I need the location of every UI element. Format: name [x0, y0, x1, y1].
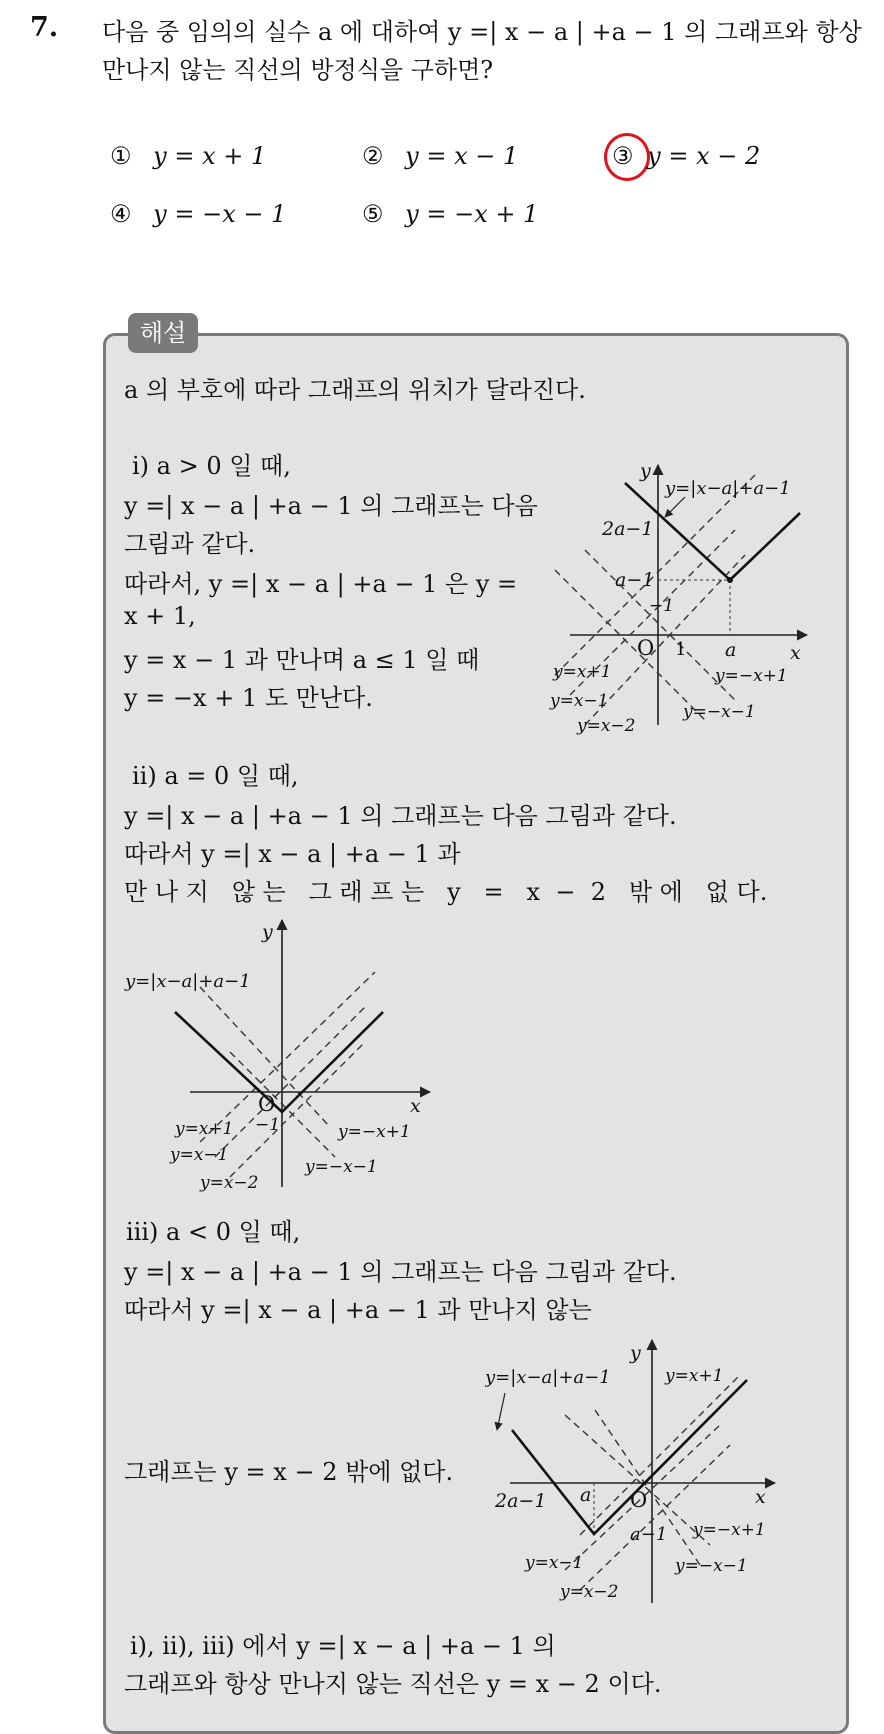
label-y-x-plus-1: y=x+1 — [665, 1366, 724, 1386]
label-y-x-minus-2: y=x−2 — [577, 716, 636, 736]
case1-line-3: 따라서, y =| x − a | +a − 1 은 y = — [124, 570, 518, 598]
case2-line-3: 만 나 지 않 는 그 래 프 는 y = x − 2 밖 에 없 다. — [124, 878, 768, 906]
tick-vertex: a−1 — [630, 1524, 668, 1545]
case1-line-1: y =| x − a | +a − 1 의 그래프는 다음 — [124, 492, 538, 520]
label-y-x-minus-2: y=x−2 — [560, 1582, 619, 1602]
label-y-x-minus-1: y=x−1 — [550, 691, 609, 711]
label-y-neg-x-plus-1: y=−x+1 — [693, 1520, 766, 1540]
choice-2-equation: y = x − 1 — [405, 142, 519, 170]
origin-label: O — [637, 636, 655, 660]
curve-label: y=|x−a|+a−1 — [485, 1367, 611, 1388]
choice-1[interactable] — [110, 142, 266, 170]
label-y-x-minus-1: y=x−1 — [170, 1145, 229, 1165]
y-axis-label: y — [640, 460, 651, 482]
origin-label: O — [258, 1092, 276, 1116]
conclusion-line-1: ⅰ), ⅱ), ⅲ) 에서 y =| x − a | +a − 1 의 — [130, 1632, 556, 1660]
curve-label-arrow — [665, 497, 685, 517]
curve-label-arrow — [497, 1393, 505, 1430]
x-axis-label: x — [410, 1095, 421, 1117]
curve-label: y=|x−a|+a−1 — [125, 971, 251, 992]
choice-4-equation: y = −x − 1 — [153, 200, 287, 228]
label-y-neg-x-minus-1: y=−x−1 — [305, 1157, 378, 1177]
line-y-x-plus-1 — [580, 1375, 740, 1535]
curve-abs — [175, 1012, 383, 1112]
choice-3[interactable] — [612, 142, 760, 170]
label-y-x-plus-1: y=x+1 — [175, 1119, 234, 1139]
tick-2a-1: 2a−1 — [495, 1490, 547, 1512]
case1-heading: ⅰ) a > 0 일 때, — [132, 452, 291, 480]
graph-case1 — [545, 455, 830, 740]
case1-line-6: y = −x + 1 도 만난다. — [124, 684, 373, 712]
choice-2-mark: ② — [362, 142, 384, 170]
label-y-neg-x-plus-1: y=−x+1 — [715, 666, 788, 686]
y-axis-label: y — [262, 921, 273, 943]
question-line-2: 만나지 않는 직선의 방정식을 구하면? — [102, 56, 494, 84]
label-y-neg-x-minus-1: y=−x−1 — [683, 702, 756, 722]
choice-5-mark: ⑤ — [362, 200, 384, 228]
tick-2a-1: 2a−1 — [602, 518, 654, 540]
choice-5[interactable] — [362, 200, 538, 228]
case2-line-2: 따라서 y =| x − a | +a − 1 과 — [124, 840, 461, 868]
label-y-x-minus-1: y=x−1 — [525, 1553, 584, 1573]
label-y-neg-x-plus-1: y=−x+1 — [338, 1122, 411, 1142]
choice-4-mark: ④ — [110, 200, 132, 228]
y-axis-label: y — [630, 1342, 641, 1364]
choice-5-equation: y = −x + 1 — [405, 200, 539, 228]
question-line-1: 다음 중 임의의 실수 a 에 대하여 y =| x − a | +a − 1 의 그래프와 항상 — [102, 18, 862, 46]
graph-case2 — [120, 912, 450, 1202]
choice-1-mark: ① — [110, 142, 132, 170]
conclusion-line-2: 그래프와 항상 만나지 않는 직선은 y = x − 2 이다. — [124, 1670, 662, 1698]
x-axis-label: x — [755, 1486, 766, 1508]
label-y-x-minus-2: y=x−2 — [200, 1173, 259, 1193]
choice-3-mark: ③ — [612, 142, 634, 170]
label-y-x-plus-1: y=x+1 — [553, 662, 612, 682]
case2-heading: ⅱ) a = 0 일 때, — [132, 762, 299, 790]
x-axis-label: x — [790, 642, 801, 664]
solution-tag: 해설 — [128, 313, 198, 353]
case2-line-1: y =| x − a | +a − 1 의 그래프는 다음 그림과 같다. — [124, 802, 677, 830]
solution-intro: a 의 부호에 따라 그래프의 위치가 달라진다. — [124, 376, 586, 404]
tick-a: a — [725, 639, 737, 661]
vertex-point — [727, 577, 733, 583]
case3-heading: ⅲ) a < 0 일 때, — [126, 1218, 301, 1246]
case1-line-5: y = x − 1 과 만나며 a ≤ 1 일 때 — [124, 646, 480, 674]
tick-neg-1: −1 — [649, 596, 675, 616]
curve-label: y=|x−a|+a−1 — [665, 478, 791, 499]
case3-line-2: 따라서 y =| x − a | +a − 1 과 만나지 않는 — [124, 1296, 592, 1324]
choice-3-equation: y = x − 2 — [647, 142, 761, 170]
line-y-x-plus-1 — [200, 972, 375, 1142]
case3-line-3: 그래프는 y = x − 2 밖에 없다. — [124, 1458, 454, 1486]
label-y-neg-x-minus-1: y=−x−1 — [675, 1556, 748, 1576]
tick-a: a — [580, 1484, 592, 1506]
choice-2[interactable] — [362, 142, 518, 170]
tick-neg-1: −1 — [255, 1115, 281, 1135]
choice-4[interactable] — [110, 200, 286, 228]
tick-1: 1 — [675, 639, 687, 660]
tick-a-1: a−1 — [615, 569, 655, 591]
case3-line-1: y =| x − a | +a − 1 의 그래프는 다음 그림과 같다. — [124, 1258, 677, 1286]
graph-case3 — [485, 1335, 785, 1610]
origin-label: O — [630, 1488, 648, 1512]
case1-line-4: x + 1, — [124, 602, 196, 630]
choice-1-equation: y = x + 1 — [153, 142, 267, 170]
case1-line-2: 그림과 같다. — [124, 530, 256, 558]
question-number: 7. — [30, 12, 59, 43]
